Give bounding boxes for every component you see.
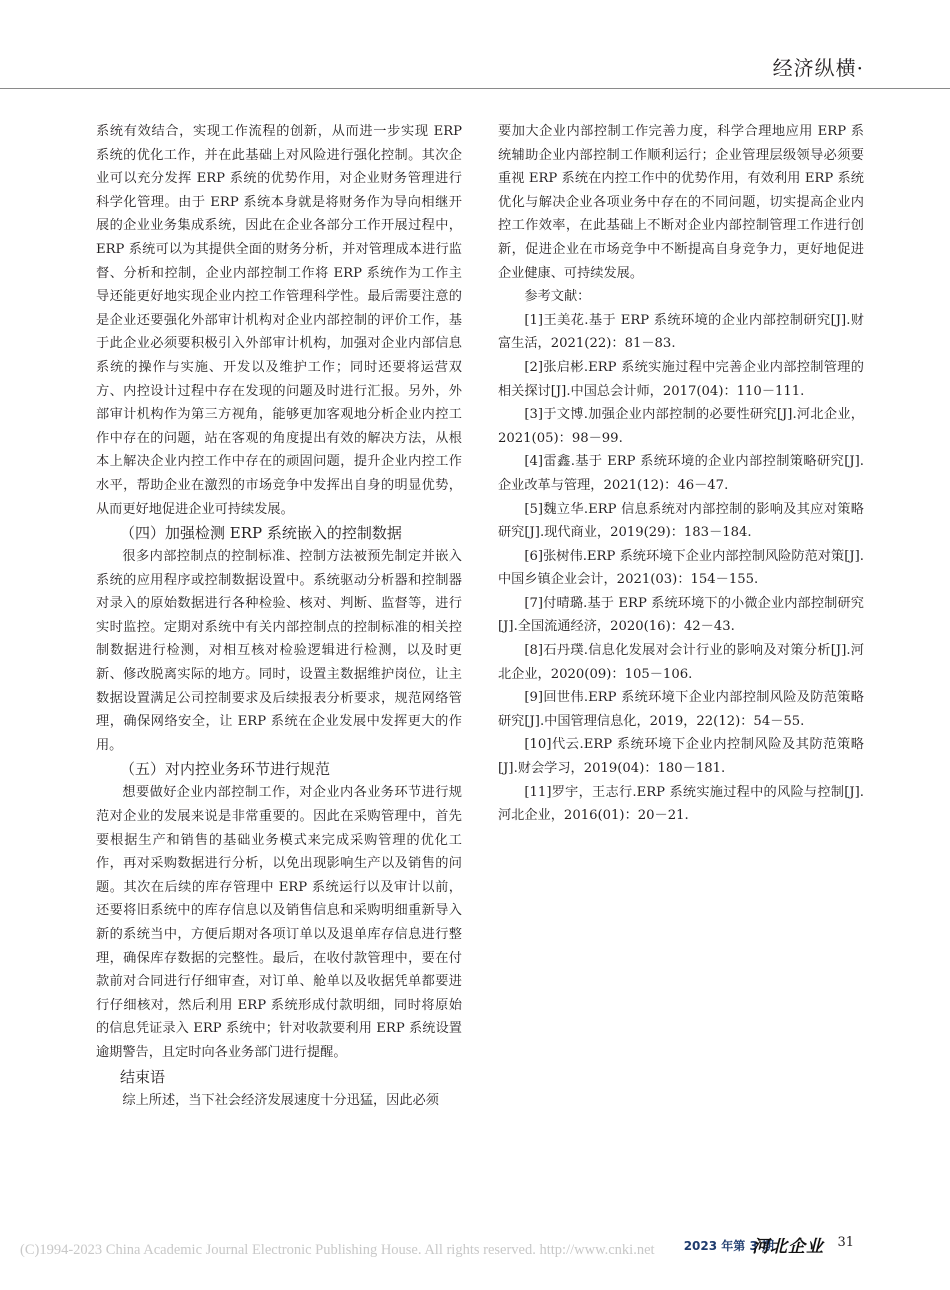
header-divider <box>0 88 950 89</box>
body-paragraph: 很多内部控制点的控制标准、控制方法被预先制定并嵌入系统的应用程序或控制数据设置中。系统驱动分析器和控制器对录入的原始数据进行各种检验、核对、判断、监督等，进行实时监控。定期对系统中有关内部控制点的控制标准的相关控制数据进行检测，对相互核对检验逻辑进行检测，以及时更新、修改脱离实际的地方。同时，设置主数据维护岗位，让主数据设置满足公司控制要求及后续报表分析要求，规范网络管理，确保网络安全，让 ERP 系统在企业发展中发挥更大的作用。 <box>96 549 462 753</box>
reference-item: [7]付晴璐.基于 ERP 系统环境下的小微企业内部控制研究[J].全国流通经济，2020(16)：42－43. <box>498 595 864 635</box>
body-paragraph: 系统有效结合，实现工作流程的创新，从而进一步实现 ERP 系统的优化工作，并在此基础上对风险进行强化控制。其次企业可以充分发挥 ERP 系统的优势作用，对企业财务管理进行科学化管理。由于 ERP 系统本身就是将财务作为导向相继开展的企业业务集成系统，因此在企业各部分工作开展过程中，ERP 系统可以为其提供全面的财务分析，并对管理成本进行监督、分析和控制，企业内部控制工作将 ERP 系统作为工作主导还能更好地实现企业内控工作管理科学性。最后需要注意的是企业还要强化外部审计机构对企业内部控制的评价工作，基于此企业必须要积极引入外部审计机构，加强对企业内部信息系统的操作与实施、开发以及维护工作；同时还要将运营双方、内控设计过程中存在发现的问题及时进行汇报。另外，外部审计机构作为第三方视角，能够更加客观地分析企业内控工作中存在的问题，站在客观的角度提出有效的解决方法，从根本上解决企业内控工作中存在的顽固问题，提升企业内控工作水平，帮助企业在激烈的市场竞争中发挥出自身的明显优势，从而更好地促进企业可持续发展。 <box>96 124 462 517</box>
body-paragraph: 综上所述，当下社会经济发展速度十分迅猛，因此必须 <box>122 1092 439 1108</box>
section-heading-5: （五）对内控业务环节进行规范 <box>120 760 331 779</box>
references-title: 参考文献： <box>524 289 591 305</box>
body-paragraph: 要加大企业内部控制工作完善力度，科学合理地应用 ERP 系统辅助企业内部控制工作顺利运行；企业管理层级领导必须要重视 ERP 系统在内控工作中的优势作用，有效利用 ERP 系统优化与解决企业各项业务中存在的不同问题，切实提高企业内控工作效率，在此基础上不断对企业内部控制管理工作进行创新，促进企业在市场竞争中不断提高自身竞争力，更好地促进企业健康、可持续发展。 <box>498 124 864 281</box>
journal-logo: 河北企业 <box>752 1237 824 1257</box>
reference-item: [11]罗宇，王志行.ERP 系统实施过程中的风险与控制[J].河北企业，2016(01)：20－21. <box>498 784 864 824</box>
reference-item: [9]回世伟.ERP 系统环境下企业内部控制风险及防范策略研究[J].中国管理信息化，2019，22(12)：54－55. <box>498 690 864 729</box>
reference-item: [5]魏立华.ERP 信息系统对内部控制的影响及其应对策略研究[J].现代商业，2019(29)：183－184. <box>498 501 864 541</box>
reference-item: [1]王美花.基于 ERP 系统环境的企业内部控制研究[J].财富生活，2021(22)：81－83. <box>498 312 864 352</box>
body-paragraph: 想要做好企业内部控制工作，对企业内各业务环节进行规范对企业的发展来说是非常重要的。因此在采购管理中，首先要根据生产和销售的基础业务模式来完成采购管理的优化工作，再对采购数据进行分析，以免出现影响生产以及销售的问题。其次在后续的库存管理中 ERP 系统运行以及审计以前，还要将旧系统中的库存信息以及销售信息和采购明细重新导入新的系统当中，方便后期对各项订单以及退单库存信息进行整理，确保库存数据的完整性。最后，在收付款管理中，要在付款前对合同进行仔细审查，对订单、舱单以及收据凭单都要进行仔细核对，然后利用 ERP 系统形成付款明细，同时将原始的信息凭证录入 ERP 系统中；针对收款要利用 ERP 系统设置逾期警告，且定时向各业务部门进行提醒。 <box>96 785 462 1060</box>
running-header-title: 经济纵横· <box>772 56 864 80</box>
reference-item: [8]石丹璞.信息化发展对会计行业的影响及对策分析[J].河北企业，2020(09)：105－106. <box>498 643 864 682</box>
copyright-watermark: (C)1994-2023 China Academic Journal Electronic Publishing House. All rights reserved. http://www.cnki.net <box>20 1242 655 1258</box>
left-column <box>96 120 462 1112</box>
section-heading-conclusion: 结束语 <box>120 1067 166 1086</box>
reference-item: [4]雷鑫.基于 ERP 系统环境的企业内部控制策略研究[J].企业改革与管理，2021(12)：46－47. <box>498 454 864 493</box>
reference-item: [2]张启彬.ERP 系统实施过程中完善企业内部控制管理的相关探讨[J].中国总会计师，2017(04)：110－111. <box>498 359 864 399</box>
right-column <box>498 120 864 828</box>
reference-item: [6]张树伟.ERP 系统环境下企业内部控制风险防范对策[J].中国乡镇企业会计，2021(03)：154－155. <box>498 548 864 588</box>
reference-item: [10]代云.ERP 系统环境下企业内控制风险及其防范策略[J].财会学习，2019(04)：180－181. <box>498 737 864 777</box>
section-heading-4: （四）加强检测 ERP 系统嵌入的控制数据 <box>120 524 402 543</box>
issue-label: 2023 年第 3 期 <box>683 1239 774 1253</box>
page-number: 31 <box>837 1235 854 1250</box>
reference-item: [3]于文博.加强企业内部控制的必要性研究[J].河北企业，2021(05)：98－99. <box>498 407 864 446</box>
